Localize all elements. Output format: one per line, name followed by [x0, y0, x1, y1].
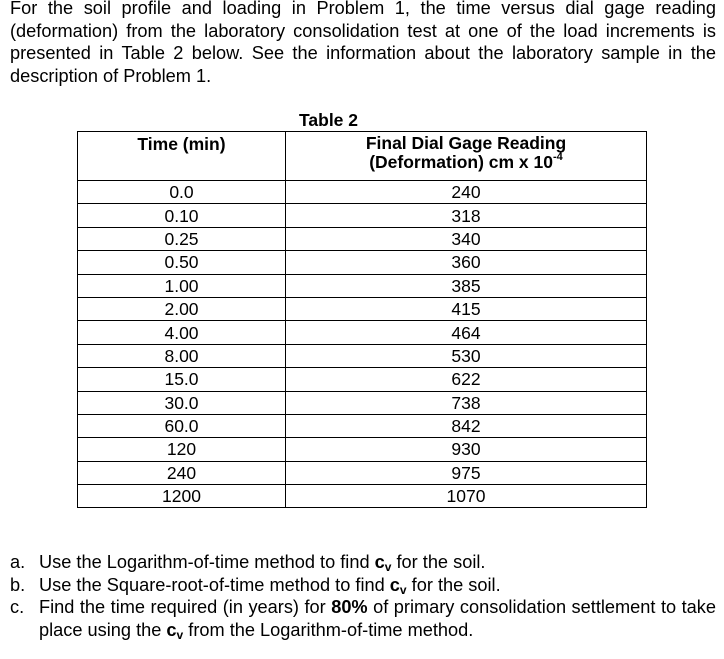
reading-cell: 240 [286, 181, 647, 204]
reading-cell: 622 [286, 368, 647, 391]
reading-cell: 975 [286, 461, 647, 484]
table-row [78, 368, 647, 391]
reading-cell: 340 [286, 227, 647, 250]
reading-cell: 360 [286, 251, 647, 274]
table-title: Table 2 [299, 110, 359, 130]
reading-cell: 464 [286, 321, 647, 344]
table-row [78, 181, 647, 204]
question-a [10, 551, 716, 574]
time-cell: 4.00 [78, 321, 286, 344]
time-cell: 1200 [78, 485, 286, 508]
problem-intro: For the soil profile and loading in Problem 1, the time versus dial gage reading (deformation) from the laboratory consolidation test at one of the load increments is presented in Table 2 below. See the information about the laboratory sample in the description of Problem 1. [10, 0, 716, 86]
time-cell: 15.0 [78, 368, 286, 391]
table-header-row [78, 132, 647, 181]
header-reading-line1: Final Dial Gage Reading [365, 133, 567, 153]
reading-cell: 930 [286, 438, 647, 461]
time-cell: 0.25 [78, 227, 286, 250]
reading-cell: 385 [286, 274, 647, 297]
question-b-text: Use the Square-root-of-time method to find $c_v$ for the soil. [39, 574, 501, 597]
time-cell: 0.50 [78, 251, 286, 274]
time-cell: 30.0 [78, 391, 286, 414]
table-row [78, 321, 647, 344]
table-row [78, 461, 647, 484]
table-row [78, 297, 647, 320]
table-row [78, 204, 647, 227]
question-b-marker: b. [10, 574, 26, 595]
time-cell: 0.0 [78, 181, 286, 204]
question-c-text: Find the time required (in years) for 80% of primary consolidation settlement to take place using the $c_v$ from the Logarithm-of-time method. [39, 597, 717, 642]
table-row [78, 344, 647, 367]
header-reading-exponent: -4 [553, 151, 563, 163]
time-cell: 2.00 [78, 297, 286, 320]
table-row [78, 414, 647, 437]
time-cell: 120 [78, 438, 286, 461]
question-a-marker: a. [10, 552, 26, 572]
question-c-marker: c. [10, 597, 25, 617]
reading-cell: 530 [286, 344, 647, 367]
dial-gage-table [77, 131, 647, 508]
header-reading [286, 132, 647, 181]
table-body [78, 181, 647, 508]
header-time: Time (min) [78, 132, 286, 181]
table-row [78, 251, 647, 274]
reading-cell: 1070 [286, 485, 647, 508]
time-cell: 60.0 [78, 414, 286, 437]
time-cell: 8.00 [78, 344, 286, 367]
reading-cell: 318 [286, 204, 647, 227]
reading-cell: 415 [286, 297, 647, 320]
reading-cell: 842 [286, 414, 647, 437]
table-row [78, 485, 647, 508]
question-b [10, 574, 716, 597]
time-cell: 0.10 [78, 204, 286, 227]
time-cell: 240 [78, 461, 286, 484]
question-a-text: Use the Logarithm-of-time method to find $c_v$ for the soil. [39, 552, 486, 574]
question-c [10, 596, 716, 641]
time-cell: 1.00 [78, 274, 286, 297]
reading-cell: 738 [286, 391, 647, 414]
table-row [78, 391, 647, 414]
table-row [78, 274, 647, 297]
table-row [78, 438, 647, 461]
header-reading-line2: (Deformation) cm x 10 [369, 152, 553, 172]
table-row [78, 227, 647, 250]
question-list [10, 551, 716, 641]
